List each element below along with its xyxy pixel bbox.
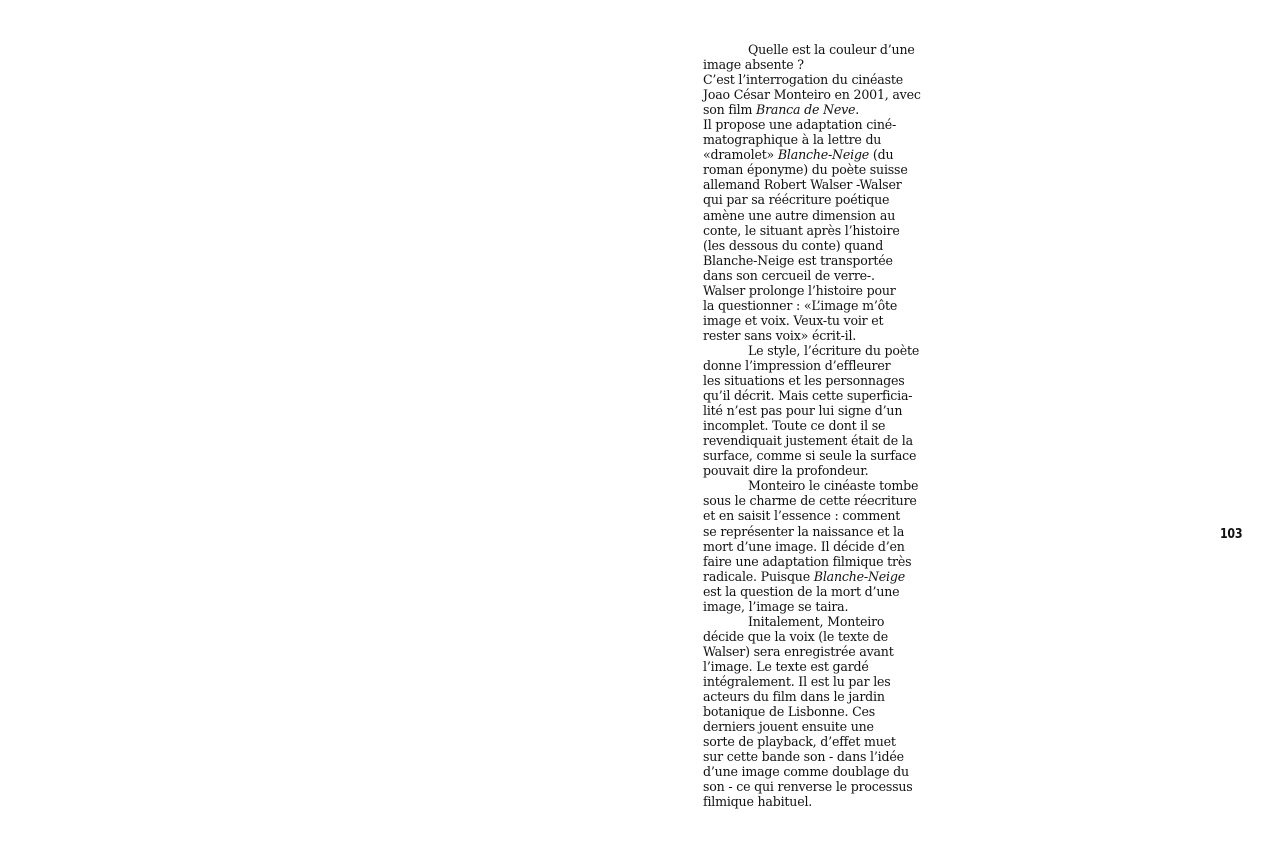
text-run: dans son cercueil de verre-. (703, 267, 875, 283)
text-line (703, 238, 949, 253)
text-run: Quelle est la couleur d’une (748, 42, 915, 57)
text-run: «dramolet» (703, 147, 778, 163)
text-line (703, 433, 949, 448)
text-run: (du (869, 147, 894, 163)
text-run: Walser prolonge l’histoire pour (703, 282, 896, 298)
italic-title-text: Blanche-Neige (777, 147, 870, 163)
text-line (703, 644, 949, 659)
text-line (703, 388, 949, 403)
text-run: mort d’une image. Il décide d’en (703, 538, 905, 554)
text-run: C’est l’interrogation du cinéaste (703, 72, 903, 88)
text-line (703, 132, 949, 147)
text-run: sous le charme de cette réecriture (703, 493, 917, 509)
paragraph (703, 343, 949, 478)
text-line (703, 463, 949, 478)
text-line (703, 779, 949, 794)
text-run: revendiquait justement était de la (703, 433, 913, 449)
text-line (703, 57, 949, 72)
text-run: les situations et les personnages (703, 373, 905, 389)
text-run: incomplet. Toute ce dont il se (703, 418, 886, 434)
text-line (703, 794, 949, 809)
text-line (703, 749, 949, 764)
text-run: intégralement. Il est lu par les (703, 673, 891, 689)
text-run: Le style, l’écriture du poète (748, 342, 920, 358)
text-line (703, 373, 949, 388)
text-line (703, 614, 949, 629)
text-run: qui par sa réécriture poétique (703, 192, 890, 208)
paragraph (703, 42, 949, 343)
text-run: amène une autre dimension au (703, 207, 896, 223)
text-run: son film (703, 102, 757, 118)
text-line (703, 554, 949, 569)
text-run: d’une image comme doublage du (703, 764, 909, 780)
text-run: lité n’est pas pour lui signe d’un (703, 403, 903, 419)
text-run: décide que la voix (le texte de (703, 628, 888, 644)
paragraph (703, 614, 949, 810)
text-line (703, 147, 949, 162)
text-run: sorte de playback, d’effet muet (703, 734, 896, 750)
text-line (703, 734, 949, 749)
text-run: conte, le situant après l’histoire (703, 222, 900, 238)
text-line (703, 448, 949, 463)
text-run: Blanche-Neige est transportée (703, 252, 893, 268)
text-run: la questionner : «L’image m’ôte (703, 297, 898, 313)
text-run: donne l’impression d’effleurer (703, 357, 891, 373)
text-line (703, 508, 949, 523)
text-line (703, 162, 949, 177)
text-run: son - ce qui renverse le processus (703, 779, 913, 795)
text-run: image absente ? (703, 57, 804, 73)
text-line (703, 764, 949, 779)
text-line (703, 343, 949, 358)
text-run: Joao César Monteiro en 2001, avec (703, 87, 921, 103)
text-line (703, 493, 949, 508)
text-run: surface, comme si seule la surface (703, 448, 917, 464)
text-line (703, 524, 949, 539)
text-run: botanique de Lisbonne. Ces (703, 704, 876, 720)
text-line (703, 102, 949, 117)
text-line (703, 328, 949, 343)
text-line (703, 358, 949, 373)
text-line (703, 584, 949, 599)
paragraph (703, 478, 949, 613)
text-run: sur cette bande son - dans l’idée (703, 749, 904, 765)
text-line (703, 87, 949, 102)
text-line (703, 313, 949, 328)
text-run: filmique habituel. (703, 794, 813, 810)
text-line (703, 253, 949, 268)
text-run: et en saisit l’essence : comment (703, 508, 901, 524)
text-run: (les dessous du conte) quand (703, 237, 884, 253)
text-line (703, 704, 949, 719)
text-line (703, 539, 949, 554)
text-line (703, 72, 949, 87)
text-run: pouvait dire la profondeur. (703, 463, 869, 479)
text-line (703, 689, 949, 704)
text-line (703, 478, 949, 493)
text-line (703, 674, 949, 689)
text-line (703, 599, 949, 614)
italic-title-text: Blanche-Neige (813, 568, 905, 584)
page-number: 103 (1220, 527, 1243, 542)
text-line (703, 268, 949, 283)
text-line (703, 659, 949, 674)
text-run: image, l’image se taira. (703, 598, 849, 614)
text-run: Walser) sera enregistrée avant (703, 643, 894, 659)
text-run: allemand Robert Walser -Walser (703, 177, 902, 193)
text-run: faire une adaptation filmique très (703, 553, 912, 569)
text-line (703, 569, 949, 584)
italic-title-text: Branca de Neve (756, 102, 856, 118)
text-run: l’image. Le texte est gardé (703, 658, 869, 674)
body-text-column (703, 42, 949, 809)
text-run: qu’il décrit. Mais cette superficia- (703, 388, 913, 404)
text-run: Monteiro le cinéaste tombe (748, 478, 919, 494)
text-run: matographique à la lettre du (703, 132, 882, 148)
text-line (703, 283, 949, 298)
text-run: se représenter la naissance et la (703, 523, 905, 539)
text-run: image et voix. Veux-tu voir et (703, 312, 884, 328)
text-line (703, 192, 949, 207)
text-line (703, 208, 949, 223)
text-run: . (855, 102, 860, 118)
text-run: radicale. Puisque (703, 568, 814, 584)
text-run: Initalement, Monteiro (748, 613, 885, 629)
text-line (703, 629, 949, 644)
text-line (703, 418, 949, 433)
text-run: derniers jouent ensuite une (703, 719, 874, 735)
text-line (703, 298, 949, 313)
text-run: roman éponyme) du poète suisse (703, 162, 908, 178)
text-line (703, 177, 949, 192)
text-line (703, 117, 949, 132)
text-run: Il propose une adaptation ciné- (703, 117, 897, 133)
text-line (703, 42, 949, 57)
text-run: acteurs du film dans le jardin (703, 689, 885, 705)
text-line (703, 719, 949, 734)
text-line (703, 403, 949, 418)
text-run: rester sans voix» écrit-il. (703, 327, 857, 343)
text-run: est la question de la mort d’une (703, 583, 900, 599)
text-line (703, 223, 949, 238)
